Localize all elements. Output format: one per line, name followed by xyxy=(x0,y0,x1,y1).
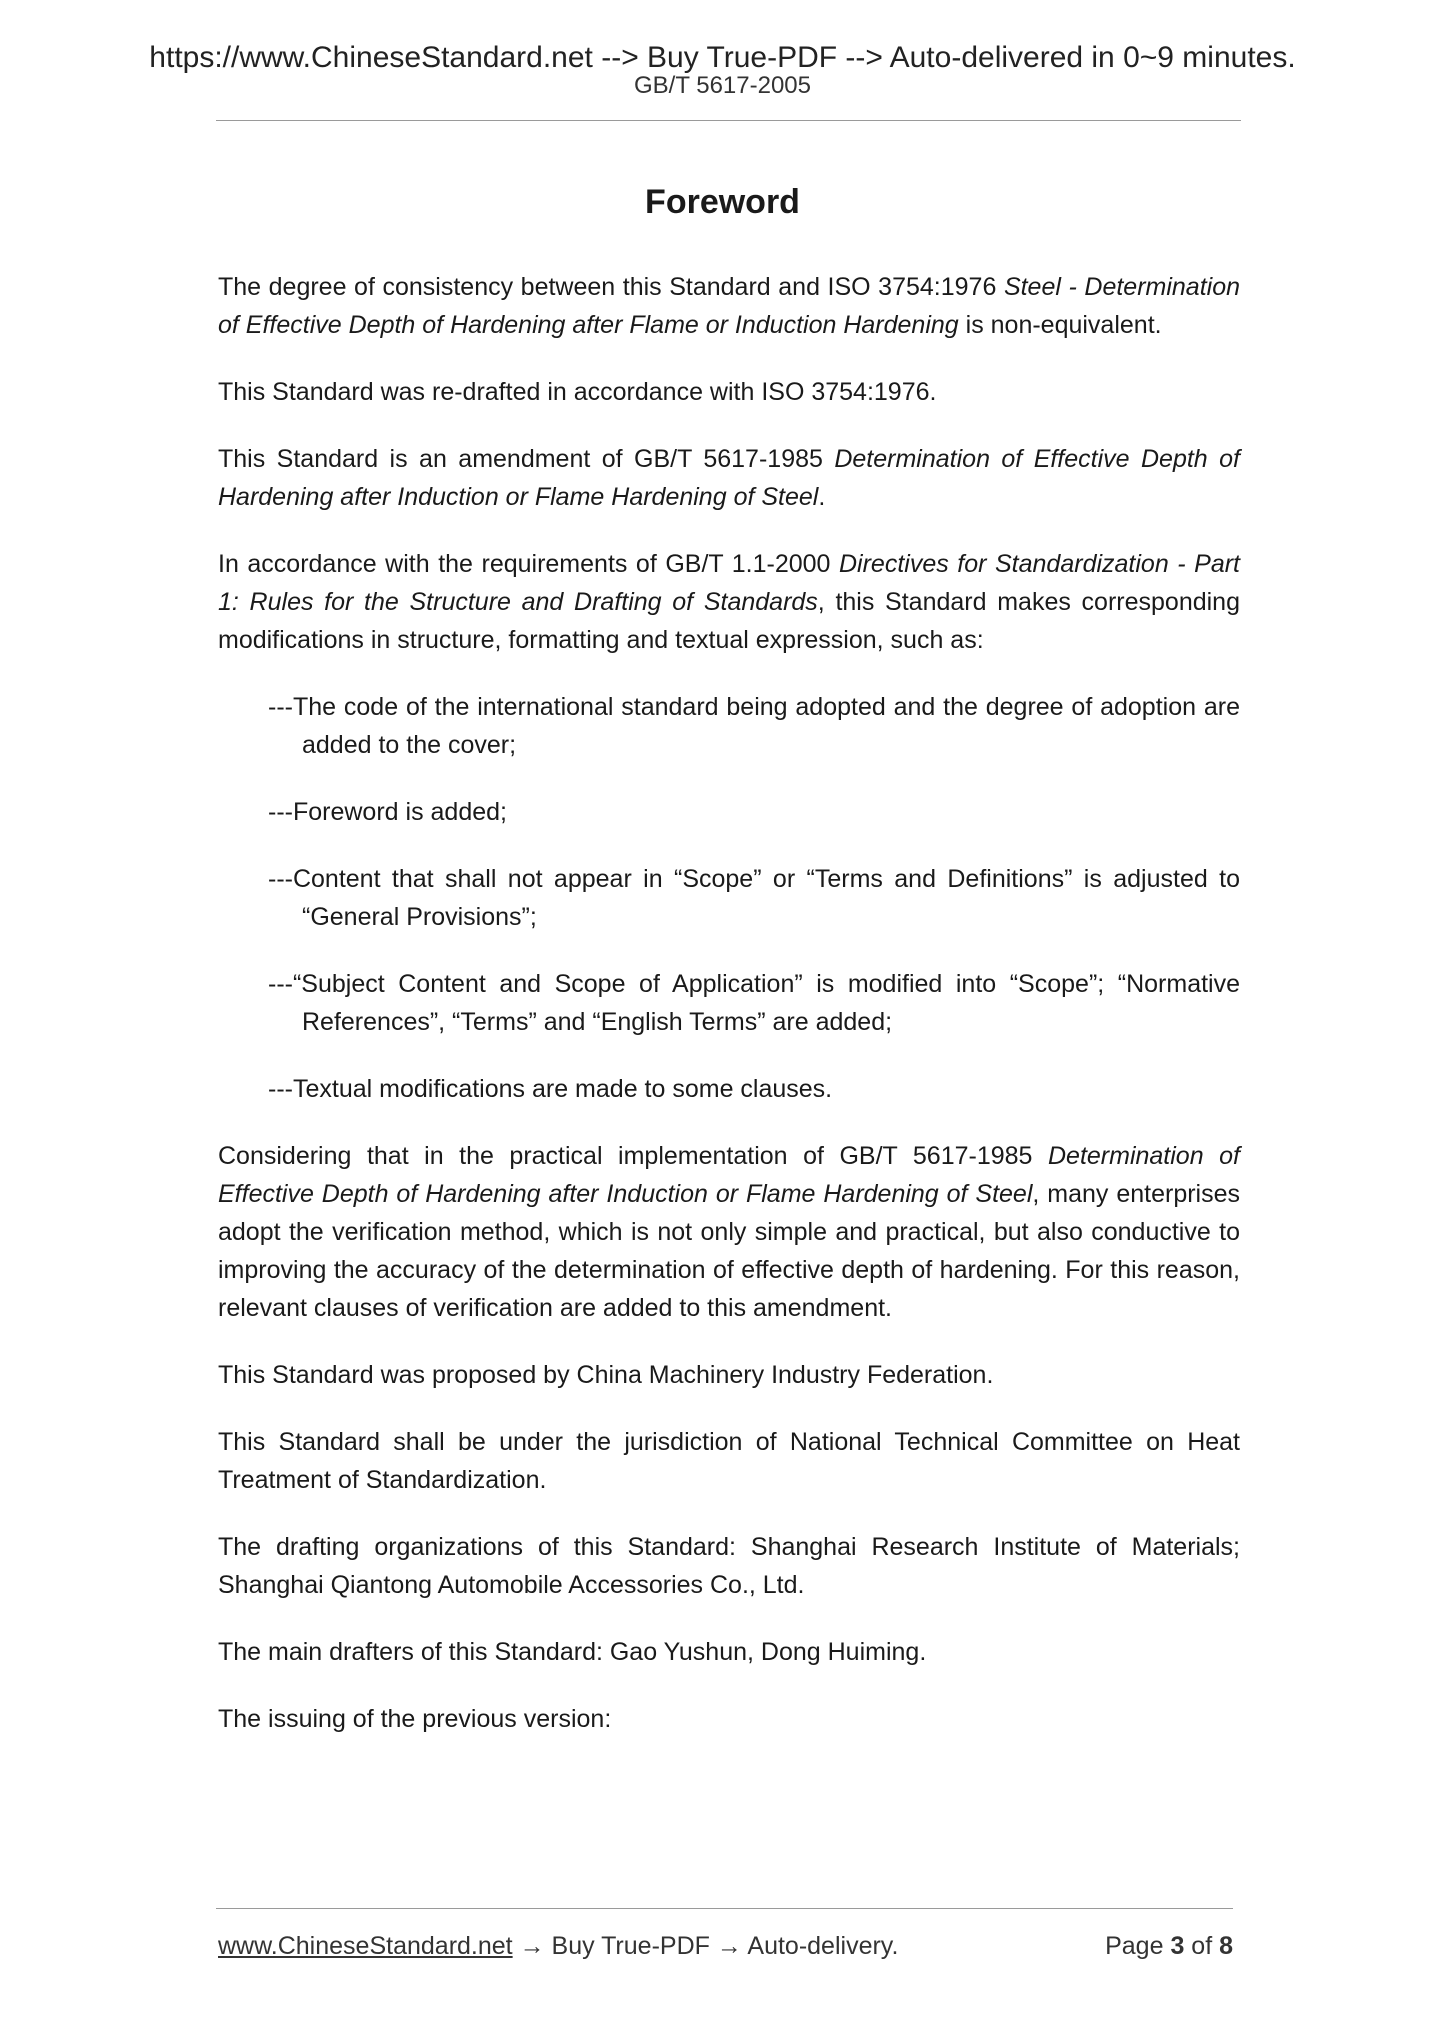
iso-title: Steel - Determination of Effective Depth of Hardening after Flame or Induction Hardening xyxy=(218,273,1241,339)
footer-site-link[interactable]: www.ChineseStandard.net xyxy=(218,1932,513,1960)
current-page-number: 3 xyxy=(1170,1932,1185,1960)
paragraph-verification: Considering that in the practical implementation of GB/T 5617-1985 Determination of Effective Depth of Hardening after Induction or Flame Hardening of Steel, many enterprises adopt the verification method, which is not only simple and practical, but also conductive to improving the accuracy of the determination of effective depth of hardening. For this reason, relevant clauses of verification are added to this amendment. xyxy=(218,1142,1241,1322)
page-title: Foreword xyxy=(645,183,800,221)
paragraph-drafting-organizations: The drafting organizations of this Standard: Shanghai Research Institute of Materials; Shanghai Qiantong Automobile Accessories Co., Ltd. xyxy=(218,1533,1240,1599)
top-banner: https://www.ChineseStandard.net --> Buy True-PDF --> Auto-delivered in 0~9 minutes. xyxy=(149,41,1296,74)
list-item: ---Foreword is added; xyxy=(268,798,507,826)
page-footer xyxy=(218,1930,1233,1962)
document-code: GB/T 5617-2005 xyxy=(633,72,811,99)
list-item: ---“Subject Content and Scope of Application” is modified into “Scope”; “Normative References”, “Terms” and “English Terms” are added; xyxy=(268,970,1240,1036)
list-item: ---Content that shall not appear in “Scope” or “Terms and Definitions” is adjusted to “General Provisions”; xyxy=(268,865,1240,931)
directives-title: Directives for Standardization - Part 1: Rules for the Structure and Drafting of Standards xyxy=(218,550,1241,616)
paragraph-jurisdiction: This Standard shall be under the jurisdiction of National Technical Committee on Heat Treatment of Standardization. xyxy=(218,1428,1240,1494)
paragraph-main-drafters: The main drafters of this Standard: Gao Yushun, Dong Huiming. xyxy=(218,1638,927,1666)
paragraph-amendment: This Standard is an amendment of GB/T 5617-1985 Determination of Effective Depth of Hardening after Induction or Flame Hardening of Steel. xyxy=(218,445,1240,511)
foreword-body xyxy=(218,268,1240,1767)
previous-standard-title: Determination of Effective Depth of Hardening after Induction or Flame Hardening of Steel xyxy=(218,1142,1240,1208)
header-divider xyxy=(216,120,1241,121)
paragraph-redrafted: This Standard was re-drafted in accordance with ISO 3754:1976. xyxy=(218,378,937,406)
previous-standard-title: Determination of Effective Depth of Hardening after Induction or Flame Hardening of Steel xyxy=(218,445,1240,511)
paragraph-requirements: In accordance with the requirements of GB/T 1.1-2000 Directives for Standardization - Part 1: Rules for the Structure and Drafting of Standards, this Standard makes corresponding modifications in structure, formatting and textual expression, such as: xyxy=(218,550,1241,654)
list-item: ---Textual modifications are made to some clauses. xyxy=(268,1075,833,1103)
footer-divider xyxy=(216,1908,1233,1909)
list-item: ---The code of the international standard being adopted and the degree of adoption are added to the cover; xyxy=(268,693,1240,759)
paragraph-previous-version: The issuing of the previous version: xyxy=(218,1705,612,1733)
paragraph-consistency: The degree of consistency between this Standard and ISO 3754:1976 Steel - Determination of Effective Depth of Hardening after Flame or Induction Hardening is non-equivalent. xyxy=(218,273,1241,339)
total-page-count: 8 xyxy=(1219,1932,1233,1960)
footer-text: → Buy True-PDF → Auto-delivery. xyxy=(512,1932,899,1960)
page-indicator: Page 3 of 8 xyxy=(1105,1932,1233,1960)
paragraph-proposed-by: This Standard was proposed by China Machinery Industry Federation. xyxy=(218,1361,994,1389)
